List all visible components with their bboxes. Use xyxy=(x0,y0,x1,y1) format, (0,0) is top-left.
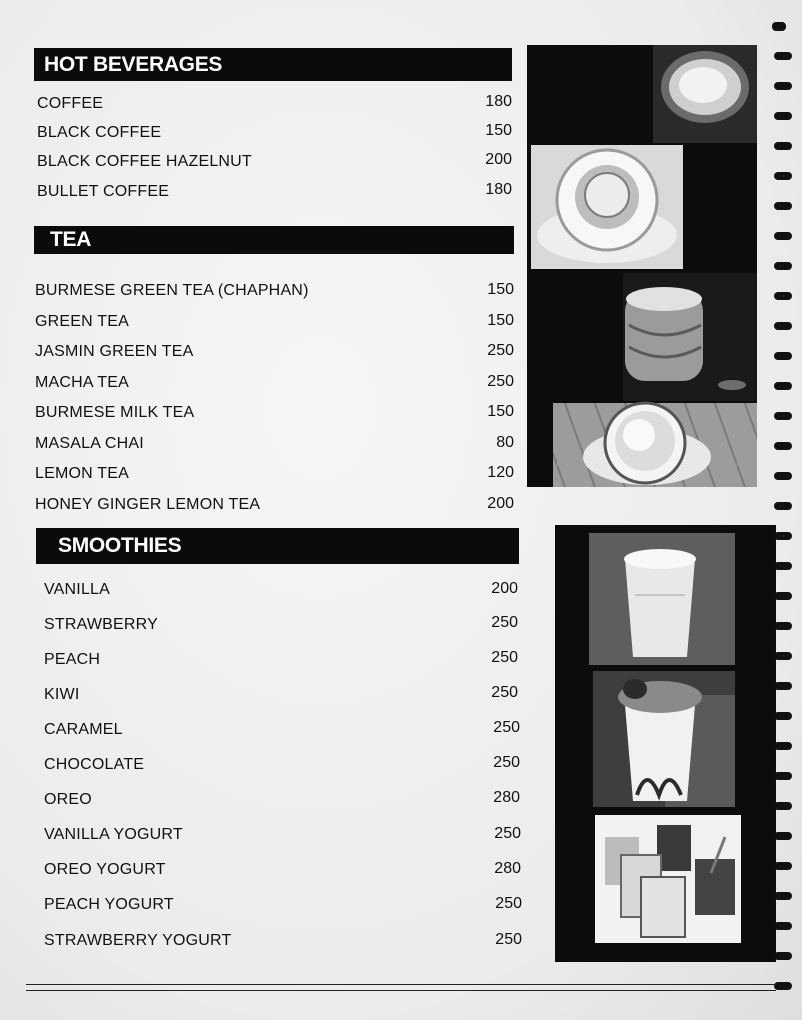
spiral-binding xyxy=(770,18,802,1008)
menu-item-price: 250 xyxy=(487,342,514,359)
menu-item-name: VANILLA YOGURT xyxy=(44,826,183,843)
menu-item-name: BURMESE MILK TEA xyxy=(35,404,195,421)
menu-item-price: 250 xyxy=(495,931,522,948)
menu-item-price: 280 xyxy=(494,860,521,877)
menu-item-price: 250 xyxy=(493,754,520,771)
menu-item-name: CHOCOLATE xyxy=(44,756,145,773)
menu-item-price: 250 xyxy=(491,649,518,666)
vanilla-smoothie-photo xyxy=(589,533,735,665)
tea-cup-photo xyxy=(553,403,757,487)
menu-item-price: 150 xyxy=(487,281,514,298)
menu-item-name: LEMON TEA xyxy=(35,465,129,482)
hot-beverages-title: HOT BEVERAGES xyxy=(44,52,223,76)
menu-item-name: STRAWBERRY xyxy=(44,616,159,633)
menu-item-price: 250 xyxy=(494,825,521,842)
bottom-rule-bottom xyxy=(26,990,776,991)
menu-item-name: OREO xyxy=(44,791,92,808)
menu-item-name: CARAMEL xyxy=(44,721,123,738)
menu-item-price: 120 xyxy=(487,464,514,481)
bottom-rule-top xyxy=(26,984,776,985)
menu-item-price: 150 xyxy=(487,403,514,420)
menu-item-name: MACHA TEA xyxy=(35,374,129,391)
menu-item-price: 180 xyxy=(485,93,512,110)
menu-item-name: VANILLA xyxy=(44,581,111,598)
menu-item-name: BURMESE GREEN TEA (CHAPHAN) xyxy=(35,282,309,299)
menu-item-name: MASALA CHAI xyxy=(35,435,144,452)
tea-header xyxy=(34,226,514,254)
menu-item-price: 250 xyxy=(491,684,518,701)
menu-item-name: PEACH xyxy=(44,651,101,668)
menu-item-price: 250 xyxy=(487,373,514,390)
menu-item-price: 150 xyxy=(485,122,512,139)
lemon-tea-cup-photo xyxy=(531,145,683,269)
menu-item-price: 280 xyxy=(493,789,520,806)
tea-title: TEA xyxy=(50,228,92,251)
menu-item-price: 180 xyxy=(485,181,512,198)
menu-item-name: PEACH YOGURT xyxy=(44,896,174,913)
oreo-shake-photo xyxy=(593,671,735,807)
smoothies-title: SMOOTHIES xyxy=(58,534,182,557)
beverage-photo-collage xyxy=(527,45,757,487)
smoothies-header xyxy=(36,528,519,564)
menu-item-price: 200 xyxy=(491,580,518,597)
menu-item-name: COFFEE xyxy=(37,95,104,112)
menu-item-name: JASMIN GREEN TEA xyxy=(35,343,194,360)
menu-item-price: 200 xyxy=(487,495,514,512)
menu-item-price: 150 xyxy=(487,312,514,329)
smoothie-photo-panel xyxy=(555,525,776,962)
menu-item-name: KIWI xyxy=(44,686,80,703)
menu-item-name: STRAWBERRY YOGURT xyxy=(44,932,232,949)
menu-item-name: BULLET COFFEE xyxy=(37,183,170,200)
menu-item-price: 250 xyxy=(495,895,522,912)
latte-cup-photo xyxy=(653,45,757,143)
menu-item-price: 250 xyxy=(491,614,518,631)
hot-beverages-header xyxy=(34,48,512,81)
menu-item-name: OREO YOGURT xyxy=(44,861,166,878)
menu-item-name: BLACK COFFEE HAZELNUT xyxy=(37,153,252,170)
milk-tea-cup-photo xyxy=(623,273,757,401)
menu-item-name: HONEY GINGER LEMON TEA xyxy=(35,496,261,513)
menu-item-name: GREEN TEA xyxy=(35,313,129,330)
menu-item-name: BLACK COFFEE xyxy=(37,124,162,141)
menu-item-price: 80 xyxy=(496,434,514,451)
menu-item-price: 200 xyxy=(485,151,512,168)
yogurt-glasses-photo xyxy=(595,815,741,943)
menu-item-price: 250 xyxy=(493,719,520,736)
